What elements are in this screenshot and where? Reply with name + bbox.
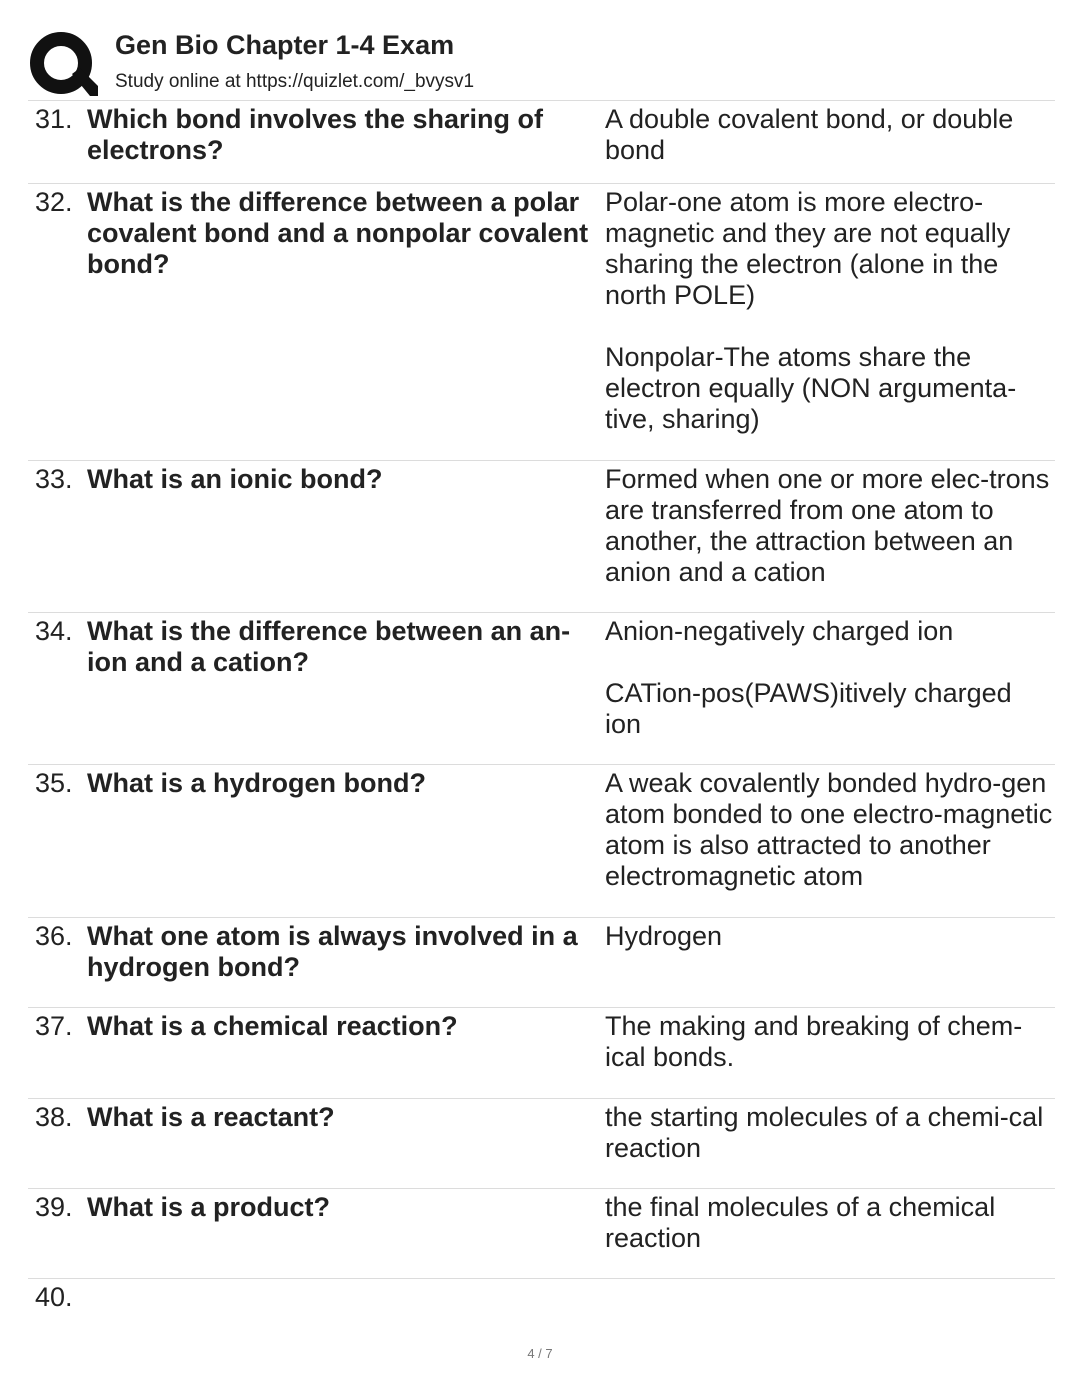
flashcard-row — [28, 917, 1055, 1007]
answer-text: Polar-one atom is more electro-magnetic and they are not equally sharing the electron (alone in the north POLE) Nonpolar-The atoms share the electron equally (NON argumenta-tive, sharing) — [605, 187, 1017, 434]
answer-text: the starting molecules of a chemi-cal reaction — [605, 1102, 1044, 1163]
answer-text: the final molecules of a chemical reaction — [605, 1192, 996, 1253]
flashcard-row — [28, 764, 1055, 917]
question-text: What is the difference between a polar covalent bond and a nonpolar covalent bond? — [87, 187, 589, 279]
answer-text: Formed when one or more elec-trons are transferred from one atom to another, the attraction between an anion and a cation — [605, 464, 1050, 587]
flashcard-row — [28, 183, 1055, 460]
flashcard-row — [28, 612, 1055, 764]
quizlet-logo-icon — [28, 30, 98, 100]
flashcard-row — [28, 1098, 1055, 1188]
question-text: What is a product? — [87, 1192, 330, 1222]
flashcard-list — [28, 100, 1055, 1328]
question-number: 31. — [35, 104, 73, 134]
answer-text — [604, 1282, 1055, 1328]
answer-text: Hydrogen — [605, 921, 723, 951]
flashcard-row — [28, 100, 1055, 183]
flashcard-row — [28, 460, 1055, 612]
question-text: What is a reactant? — [87, 1102, 335, 1132]
flashcard-row — [28, 1007, 1055, 1098]
question-number: 38. — [35, 1102, 73, 1132]
page-title: Gen Bio Chapter 1-4 Exam — [115, 30, 455, 60]
page-number: 4 / 7 — [527, 1346, 553, 1361]
question-number: 40. — [35, 1282, 73, 1312]
flashcard-row — [28, 1278, 1055, 1328]
question-text: What is a chemical reaction? — [87, 1011, 458, 1041]
answer-text: The making and breaking of chem-ical bonds. — [605, 1011, 1023, 1072]
question-number: 39. — [35, 1192, 73, 1222]
question-number: 34. — [35, 616, 73, 646]
question-text: Which bond involves the sharing of electrons? — [87, 104, 544, 165]
question-number: 32. — [35, 187, 73, 217]
question-number: 37. — [35, 1011, 73, 1041]
question-text: What is a hydrogen bond? — [87, 768, 426, 798]
question-text: What is an ionic bond? — [87, 464, 383, 494]
answer-text: A weak covalently bonded hydro-gen atom bonded to one electro-magnetic atom is also attracted to another electromagnetic atom — [605, 768, 1053, 891]
question-text: What is the difference between an an-ion and a cation? — [87, 616, 571, 677]
question-number: 35. — [35, 768, 73, 798]
question-text: What one atom is always involved in a hydrogen bond? — [87, 921, 578, 982]
answer-text: A double covalent bond, or double bond — [605, 104, 1014, 165]
study-link-text: Study online at https://quizlet.com/_bvysv1 — [115, 71, 475, 92]
answer-text: Anion-negatively charged ion CATion-pos(PAWS)itively charged ion — [605, 616, 1012, 739]
flashcard-row — [28, 1188, 1055, 1278]
question-number: 33. — [35, 464, 73, 494]
question-number: 36. — [35, 921, 73, 951]
page-header — [28, 26, 1058, 98]
